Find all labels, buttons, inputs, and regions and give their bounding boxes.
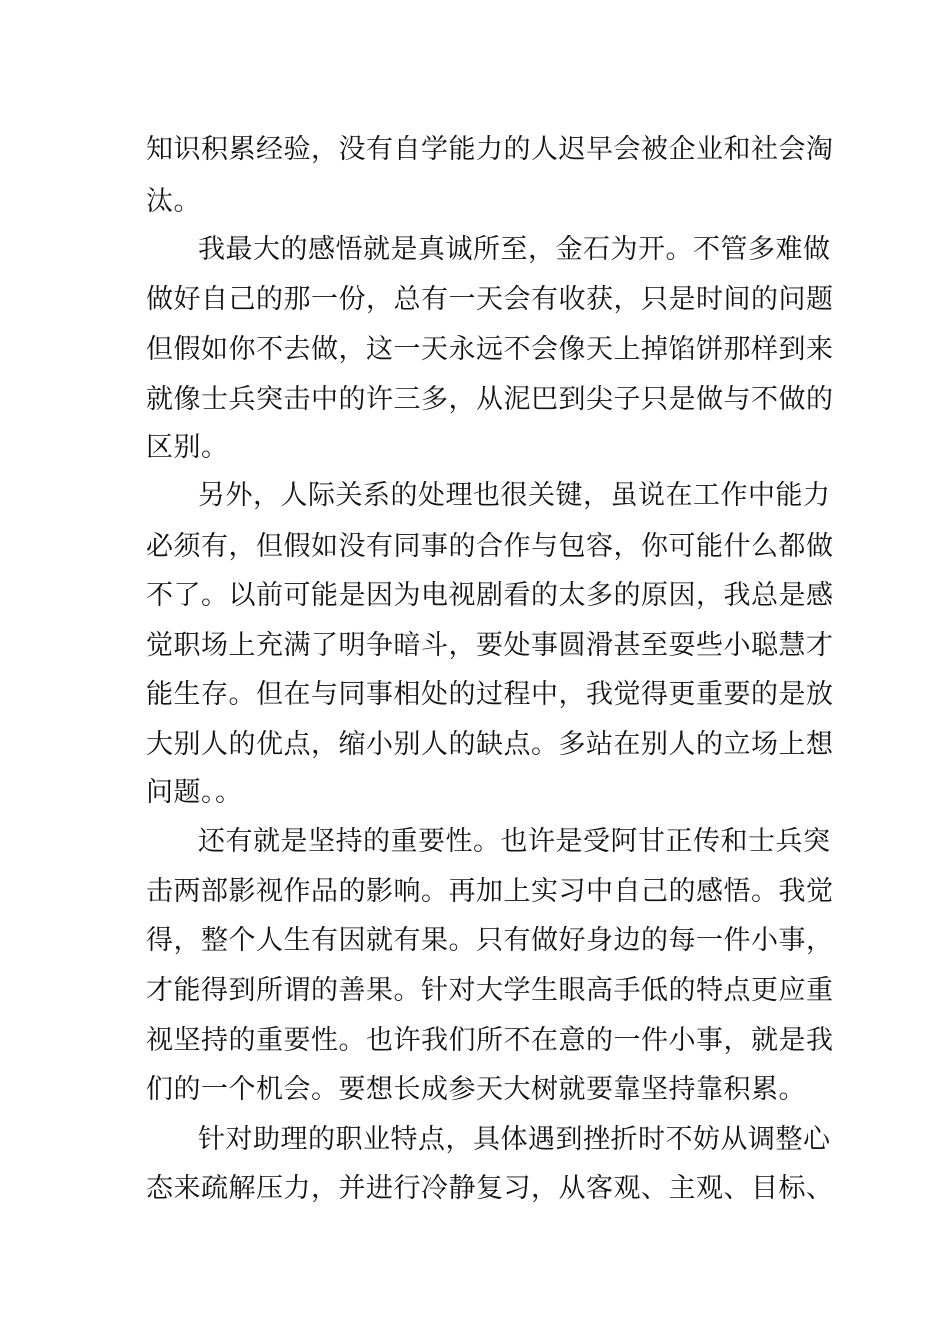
text-line: 视坚持的重要性。也许我们所不在意的一件小事，就是我	[146, 1025, 834, 1056]
text-line: 汰。	[146, 186, 201, 217]
paragraph-first-line: 还有就是坚持的重要性。也许是受阿甘正传和士兵突	[198, 826, 831, 857]
text-line: 必须有，但假如没有同事的合作与包容，你可能什么都做	[146, 531, 834, 562]
text-line: 们的一个机会。要想长成参天大树就要靠坚持靠积累。	[146, 1074, 806, 1105]
text-line: 击两部影视作品的影响。再加上实习中自己的感悟。我觉	[146, 876, 834, 907]
text-line: 才能得到所谓的善果。针对大学生眼高手低的特点更应重	[146, 975, 834, 1006]
text-line: 觉职场上充满了明争暗斗，要处事圆滑甚至耍些小聪慧才	[146, 630, 834, 661]
text-line: 不了。以前可能是因为电视剧看的太多的原因，我总是感	[146, 580, 834, 611]
text-line: 做好自己的那一份，总有一天会有收获，只是时间的问题	[146, 284, 834, 315]
text-line: 问题。。	[146, 777, 243, 808]
paragraph-first-line: 针对助理的职业特点，具体遇到挫折时不妨从调整心	[198, 1124, 831, 1155]
text-line: 态来疏解压力，并进行冷静复习，从客观、主观、目标、	[146, 1173, 834, 1204]
text-line: 就像士兵突击中的许三多，从泥巴到尖子只是做与不做的	[146, 384, 834, 415]
text-line: 大别人的优点，缩小别人的缺点。多站在别人的立场上想	[146, 729, 834, 760]
text-line: 能生存。但在与同事相处的过程中，我觉得更重要的是放	[146, 679, 834, 710]
text-line: 区别。	[146, 432, 229, 463]
text-line: 得，整个人生有因就有果。只有做好身边的每一件小事，	[146, 925, 834, 956]
paragraph-first-line: 我最大的感悟就是真诚所至，金石为开。不管多难做	[198, 234, 831, 265]
text-line: 但假如你不去做，这一天永远不会像天上掉馅饼那样到来	[146, 334, 834, 365]
text-line: 知识积累经验，没有自学能力的人迟早会被企业和社会淘	[146, 134, 834, 165]
paragraph-first-line: 另外，人际关系的处理也很关键，虽说在工作中能力	[198, 480, 831, 511]
